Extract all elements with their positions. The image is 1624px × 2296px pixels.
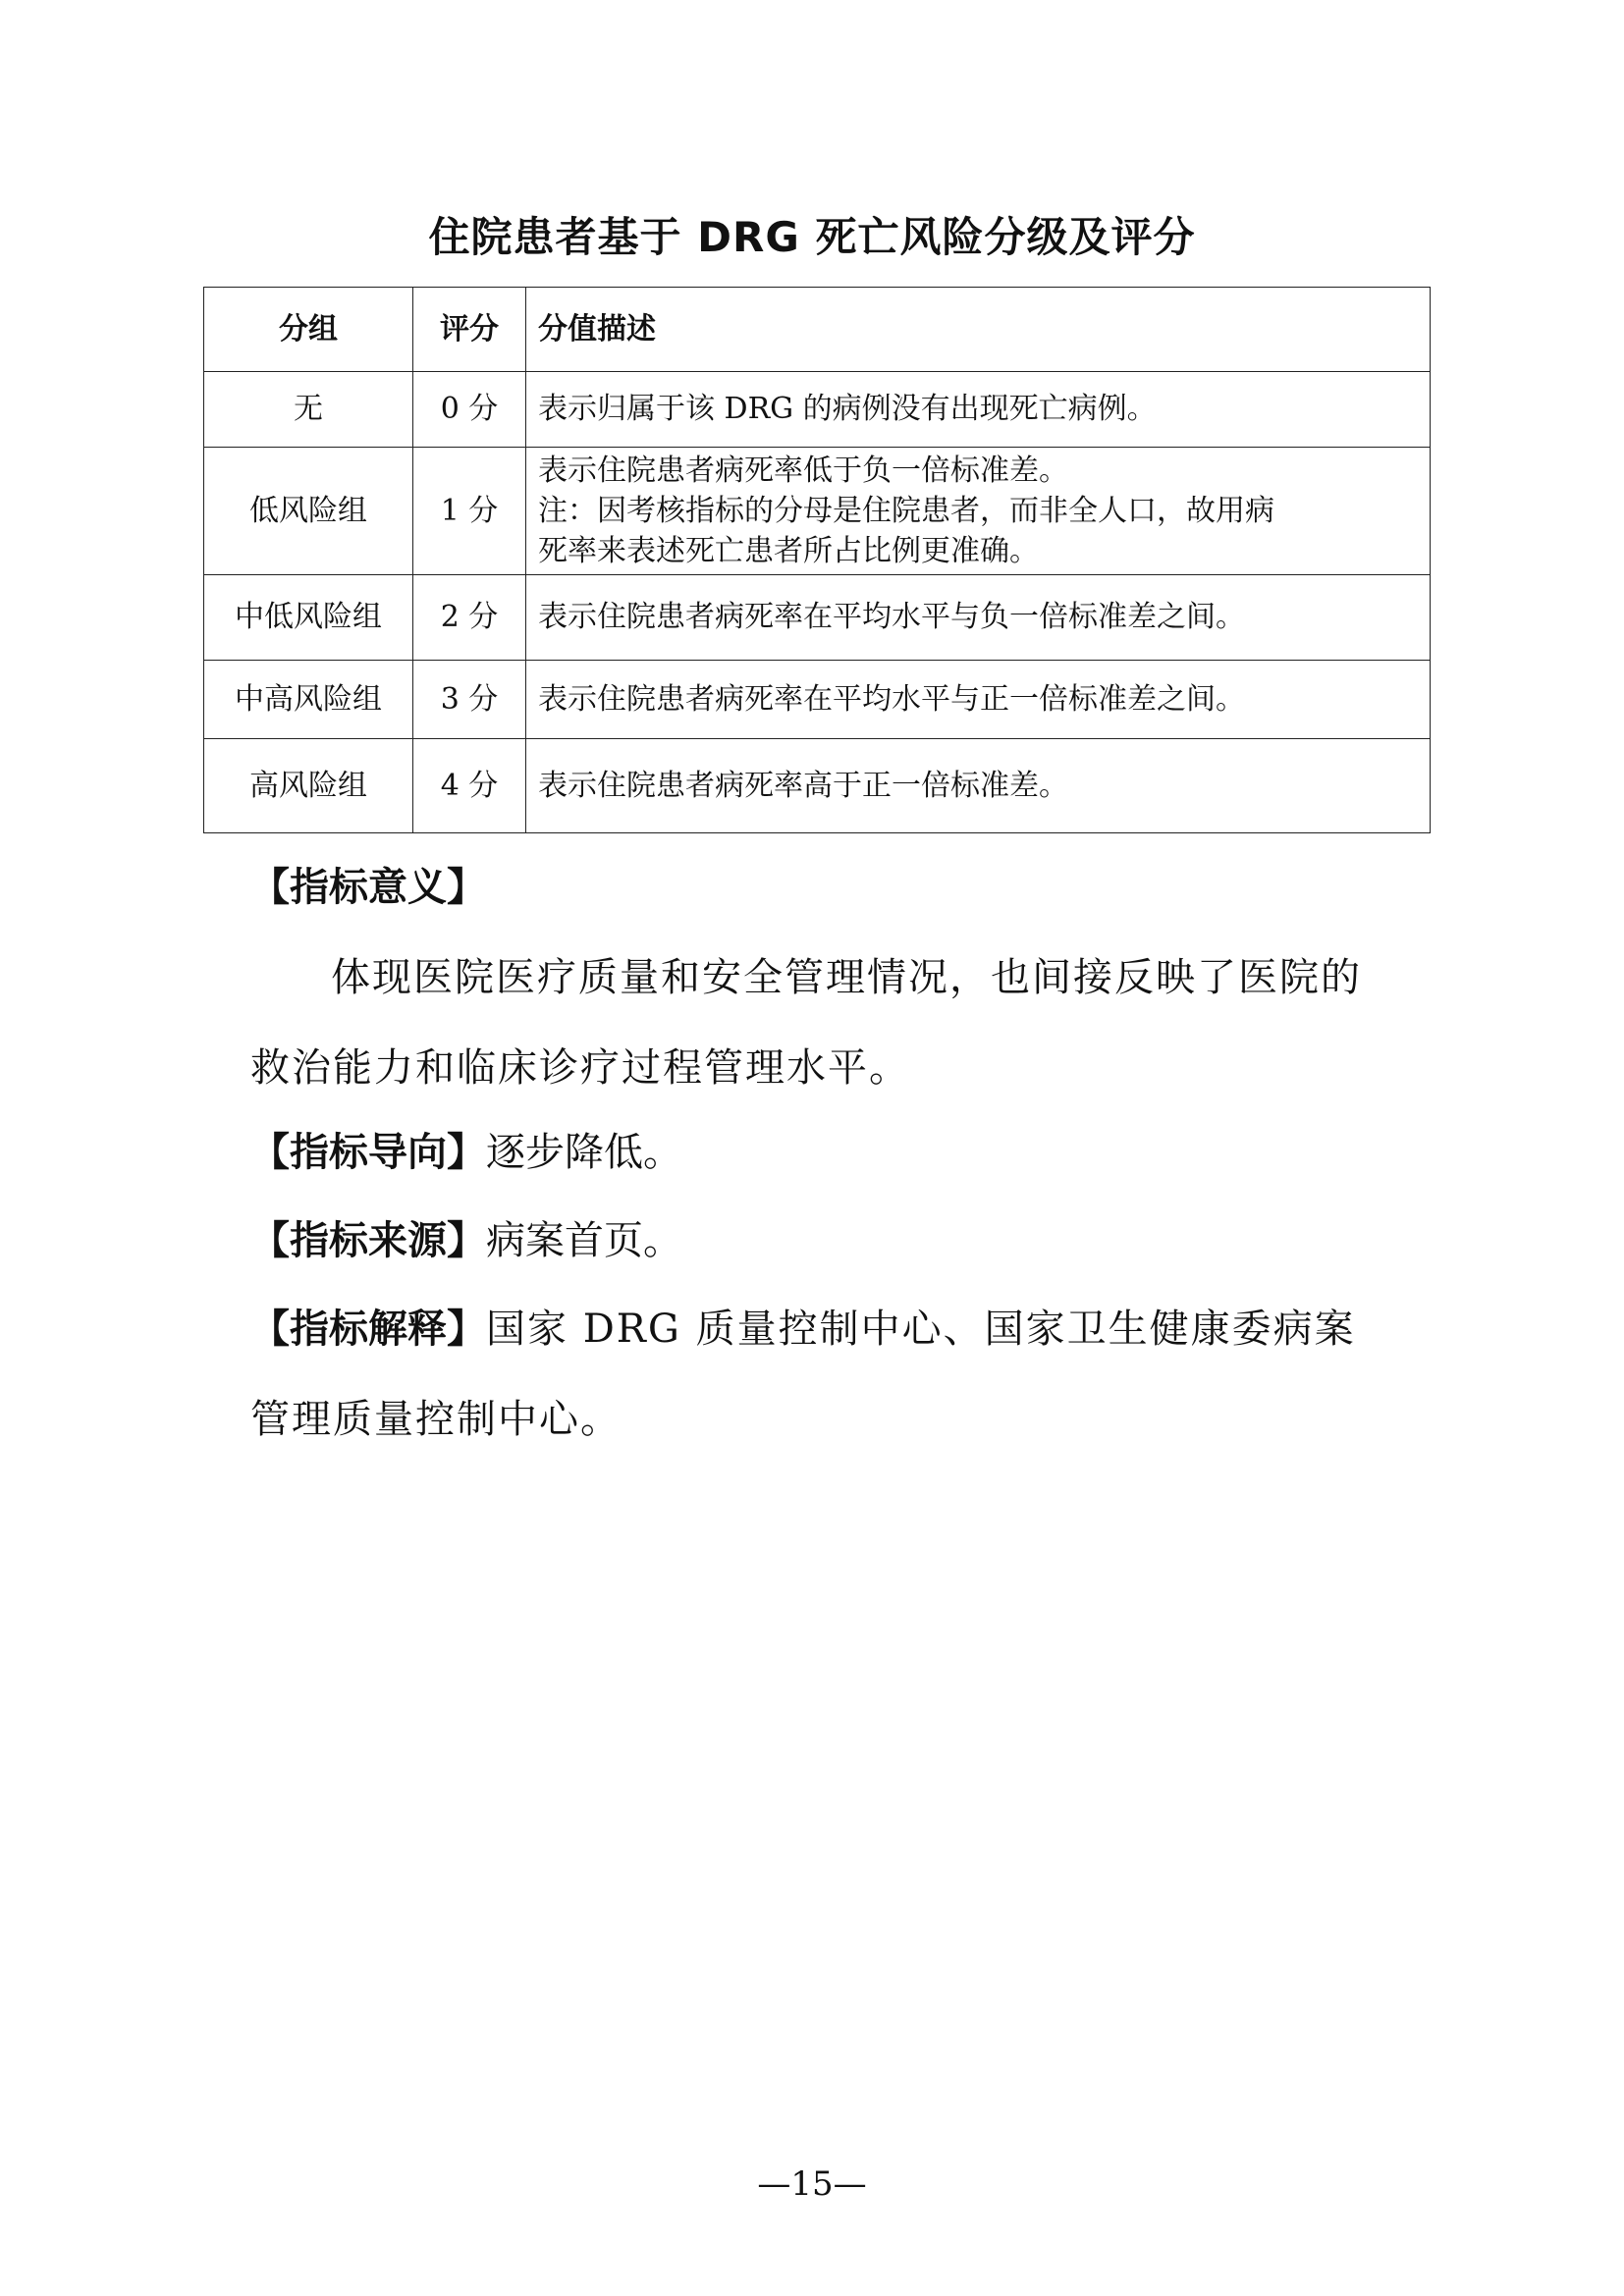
- group-cell: 低风险组: [204, 448, 413, 575]
- table-header-row: [204, 288, 1431, 372]
- source-label: 【指标来源】: [250, 1218, 486, 1263]
- page-number: —15—: [757, 2164, 867, 2204]
- source-text: 病案首页。: [486, 1218, 682, 1263]
- description-line: 表示住院患者病死率在平均水平与负一倍标准差之间。: [538, 600, 1245, 634]
- score-cell: 1 分: [413, 448, 526, 575]
- score-cell: 0 分: [413, 372, 526, 448]
- score-cell: 2 分: [413, 575, 526, 661]
- header-description: 分值描述: [526, 288, 1431, 372]
- description-line: 表示住院患者病死率低于负一倍标准差。: [538, 454, 1068, 488]
- interpretation-line: [250, 1284, 1389, 1465]
- group-cell: 中低风险组: [204, 575, 413, 661]
- interpretation-text: 国家 DRG 质量控制中心、国家卫生健康委病案管理质量控制中心。: [250, 1307, 1356, 1442]
- significance-heading: [250, 842, 1389, 933]
- table-row: [204, 575, 1431, 661]
- header-score: 评分: [413, 288, 526, 372]
- table-row: [204, 739, 1431, 833]
- table-row: [204, 372, 1431, 448]
- orientation-line: [250, 1107, 1389, 1198]
- orientation-text: 逐步降低。: [486, 1130, 682, 1175]
- document-title: 住院患者基于 DRG 死亡风险分级及评分: [428, 213, 1196, 261]
- interpretation-label: 【指标解释】: [250, 1307, 486, 1352]
- score-cell: 4 分: [413, 739, 526, 833]
- description-cell: [526, 575, 1431, 661]
- description-cell: [526, 372, 1431, 448]
- orientation-label: 【指标导向】: [250, 1130, 486, 1175]
- description-cell: [526, 661, 1431, 739]
- group-cell: 高风险组: [204, 739, 413, 833]
- table-row: [204, 448, 1431, 575]
- source-line: [250, 1196, 1389, 1286]
- header-group: 分组: [204, 288, 413, 372]
- description-line: 表示住院患者病死率高于正一倍标准差。: [538, 768, 1068, 803]
- score-cell: 3 分: [413, 661, 526, 739]
- description-cell: [526, 448, 1431, 575]
- group-cell: 无: [204, 372, 413, 448]
- table-row: [204, 661, 1431, 739]
- description-line: 表示归属于该 DRG 的病例没有出现死亡病例。: [538, 392, 1157, 426]
- risk-score-table: [203, 287, 1431, 833]
- group-cell: 中高风险组: [204, 661, 413, 739]
- significance-label: 【指标意义】: [250, 865, 486, 910]
- description-cell: [526, 739, 1431, 833]
- description-note-line: 死率来表述死亡患者所占比例更准确。: [538, 534, 1039, 568]
- description-note-line: 注：因考核指标的分母是住院患者，而非全人口，故用病: [538, 494, 1274, 528]
- significance-paragraph: 体现医院医疗质量和安全管理情况，也间接反映了医院的救治能力和临床诊疗过程管理水平。: [250, 955, 1362, 1091]
- description-line: 表示住院患者病死率在平均水平与正一倍标准差之间。: [538, 681, 1245, 717]
